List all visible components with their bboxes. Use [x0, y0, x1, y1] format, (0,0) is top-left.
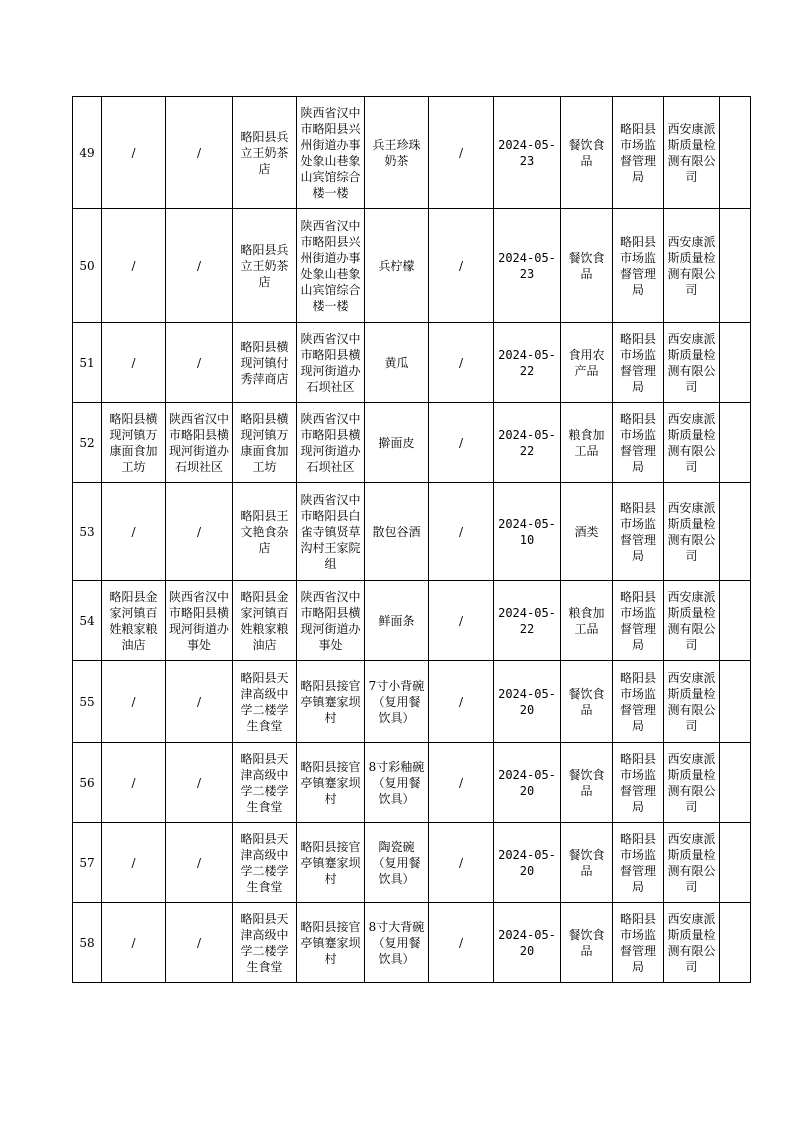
sampling-results-table: [72, 96, 751, 983]
sampled-unit-address: 陕西省汉中市略阳县横现河街道办石坝社区: [297, 323, 365, 403]
production-date: 2024-05-20: [494, 661, 561, 743]
task-source: 略阳县市场监督管理局: [613, 903, 664, 983]
manufacturer-address: /: [166, 661, 233, 743]
food-category: 餐饮食品: [561, 823, 613, 903]
specification: /: [429, 209, 494, 323]
production-date: 2024-05-22: [494, 581, 561, 661]
sampled-unit-address: 略阳县接官亭镇蹇家坝村: [297, 903, 365, 983]
testing-institution: 西安康派斯质量检测有限公司: [664, 483, 720, 581]
remarks: [720, 403, 751, 483]
manufacturer-address: /: [166, 903, 233, 983]
food-category: 食用农产品: [561, 323, 613, 403]
food-name: 擀面皮: [365, 403, 429, 483]
task-source: 略阳县市场监督管理局: [613, 581, 664, 661]
manufacturer-address: /: [166, 97, 233, 209]
sampled-unit-name: 略阳县天津高级中学二楼学生食堂: [233, 903, 297, 983]
food-name: 鲜面条: [365, 581, 429, 661]
remarks: [720, 483, 751, 581]
table-row: [73, 903, 751, 983]
food-name: 8寸大背碗（复用餐饮具）: [365, 903, 429, 983]
task-source: 略阳县市场监督管理局: [613, 661, 664, 743]
table-row: [73, 581, 751, 661]
table-row: [73, 97, 751, 209]
manufacturer-address: /: [166, 483, 233, 581]
manufacturer-address: /: [166, 743, 233, 823]
specification: /: [429, 743, 494, 823]
task-source: 略阳县市场监督管理局: [613, 403, 664, 483]
sampled-unit-address: 陕西省汉中市略阳县兴州街道办事处象山巷象山宾馆综合楼一楼: [297, 97, 365, 209]
row-number: 58: [73, 903, 102, 983]
food-category: 粮食加工品: [561, 581, 613, 661]
table-row: [73, 823, 751, 903]
food-name: 8寸彩釉碗（复用餐饮具）: [365, 743, 429, 823]
remarks: [720, 97, 751, 209]
sampled-unit-address: 陕西省汉中市略阳县横现河街道办石坝社区: [297, 403, 365, 483]
food-category: 餐饮食品: [561, 661, 613, 743]
remarks: [720, 581, 751, 661]
food-category: 粮食加工品: [561, 403, 613, 483]
manufacturer-name: /: [102, 823, 166, 903]
manufacturer-address: 陕西省汉中市略阳县横现河街道办石坝社区: [166, 403, 233, 483]
testing-institution: 西安康派斯质量检测有限公司: [664, 403, 720, 483]
row-number: 49: [73, 97, 102, 209]
sampled-unit-address: 陕西省汉中市略阳县白雀寺镇贤草沟村王家院组: [297, 483, 365, 581]
specification: /: [429, 903, 494, 983]
sampled-unit-address: 陕西省汉中市略阳县横现河街道办事处: [297, 581, 365, 661]
sampled-unit-name: 略阳县兵立王奶茶店: [233, 209, 297, 323]
manufacturer-address: /: [166, 323, 233, 403]
food-name: 黄瓜: [365, 323, 429, 403]
sampled-unit-address: 略阳县接官亭镇蹇家坝村: [297, 743, 365, 823]
testing-institution: 西安康派斯质量检测有限公司: [664, 581, 720, 661]
production-date: 2024-05-22: [494, 403, 561, 483]
food-name: 散包谷酒: [365, 483, 429, 581]
manufacturer-name: /: [102, 661, 166, 743]
production-date: 2024-05-20: [494, 823, 561, 903]
testing-institution: 西安康派斯质量检测有限公司: [664, 661, 720, 743]
table-row: [73, 403, 751, 483]
row-number: 56: [73, 743, 102, 823]
row-number: 55: [73, 661, 102, 743]
production-date: 2024-05-10: [494, 483, 561, 581]
production-date: 2024-05-22: [494, 323, 561, 403]
food-category: 餐饮食品: [561, 97, 613, 209]
specification: /: [429, 403, 494, 483]
food-category: 餐饮食品: [561, 903, 613, 983]
table-row: [73, 661, 751, 743]
specification: /: [429, 97, 494, 209]
manufacturer-name: /: [102, 903, 166, 983]
testing-institution: 西安康派斯质量检测有限公司: [664, 743, 720, 823]
manufacturer-name: /: [102, 209, 166, 323]
task-source: 略阳县市场监督管理局: [613, 743, 664, 823]
manufacturer-name: /: [102, 323, 166, 403]
sampled-unit-address: 略阳县接官亭镇蹇家坝村: [297, 823, 365, 903]
remarks: [720, 903, 751, 983]
specification: /: [429, 661, 494, 743]
manufacturer-address: /: [166, 209, 233, 323]
testing-institution: 西安康派斯质量检测有限公司: [664, 209, 720, 323]
remarks: [720, 323, 751, 403]
production-date: 2024-05-20: [494, 743, 561, 823]
row-number: 50: [73, 209, 102, 323]
food-category: 餐饮食品: [561, 743, 613, 823]
production-date: 2024-05-23: [494, 97, 561, 209]
row-number: 53: [73, 483, 102, 581]
sampled-unit-address: 略阳县接官亭镇蹇家坝村: [297, 661, 365, 743]
specification: /: [429, 581, 494, 661]
testing-institution: 西安康派斯质量检测有限公司: [664, 323, 720, 403]
production-date: 2024-05-20: [494, 903, 561, 983]
sampled-unit-name: 略阳县天津高级中学二楼学生食堂: [233, 743, 297, 823]
food-name: 兵柠檬: [365, 209, 429, 323]
testing-institution: 西安康派斯质量检测有限公司: [664, 97, 720, 209]
sampled-unit-name: 略阳县天津高级中学二楼学生食堂: [233, 823, 297, 903]
remarks: [720, 209, 751, 323]
food-name: 7寸小背碗（复用餐饮具）: [365, 661, 429, 743]
specification: /: [429, 323, 494, 403]
production-date: 2024-05-23: [494, 209, 561, 323]
table-row: [73, 209, 751, 323]
sampled-unit-name: 略阳县横现河镇万康面食加工坊: [233, 403, 297, 483]
testing-institution: 西安康派斯质量检测有限公司: [664, 823, 720, 903]
row-number: 52: [73, 403, 102, 483]
sampled-unit-name: 略阳县横现河镇付秀萍商店: [233, 323, 297, 403]
task-source: 略阳县市场监督管理局: [613, 97, 664, 209]
table-row: [73, 323, 751, 403]
task-source: 略阳县市场监督管理局: [613, 209, 664, 323]
specification: /: [429, 483, 494, 581]
row-number: 57: [73, 823, 102, 903]
food-category: 餐饮食品: [561, 209, 613, 323]
manufacturer-name: 略阳县金家河镇百姓粮家粮油店: [102, 581, 166, 661]
manufacturer-address: /: [166, 823, 233, 903]
remarks: [720, 823, 751, 903]
testing-institution: 西安康派斯质量检测有限公司: [664, 903, 720, 983]
sampled-unit-name: 略阳县金家河镇百姓粮家粮油店: [233, 581, 297, 661]
manufacturer-name: /: [102, 483, 166, 581]
table-row: [73, 483, 751, 581]
food-name: 兵王珍珠奶茶: [365, 97, 429, 209]
remarks: [720, 661, 751, 743]
task-source: 略阳县市场监督管理局: [613, 323, 664, 403]
task-source: 略阳县市场监督管理局: [613, 823, 664, 903]
sampled-unit-address: 陕西省汉中市略阳县兴州街道办事处象山巷象山宾馆综合楼一楼: [297, 209, 365, 323]
specification: /: [429, 823, 494, 903]
row-number: 51: [73, 323, 102, 403]
sampled-unit-name: 略阳县天津高级中学二楼学生食堂: [233, 661, 297, 743]
food-name: 陶瓷碗（复用餐饮具）: [365, 823, 429, 903]
table-row: [73, 743, 751, 823]
remarks: [720, 743, 751, 823]
sampled-unit-name: 略阳县王文艳食杂店: [233, 483, 297, 581]
row-number: 54: [73, 581, 102, 661]
task-source: 略阳县市场监督管理局: [613, 483, 664, 581]
manufacturer-name: 略阳县横现河镇万康面食加工坊: [102, 403, 166, 483]
sampled-unit-name: 略阳县兵立王奶茶店: [233, 97, 297, 209]
manufacturer-address: 陕西省汉中市略阳县横现河街道办事处: [166, 581, 233, 661]
manufacturer-name: /: [102, 97, 166, 209]
food-category: 酒类: [561, 483, 613, 581]
manufacturer-name: /: [102, 743, 166, 823]
